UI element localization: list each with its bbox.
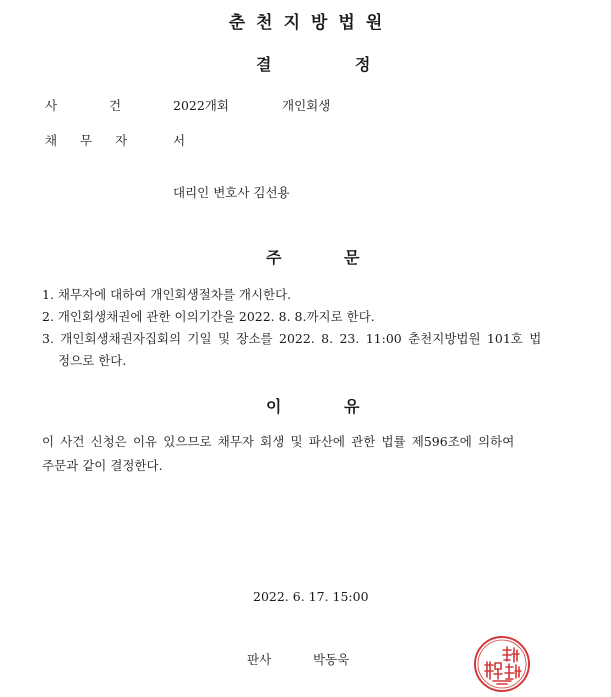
- signature-name: 박동욱: [313, 652, 350, 667]
- order-item-continuation: 정으로 한다.: [58, 353, 127, 368]
- document-title-left: 결: [256, 55, 272, 74]
- debtor-agent: 대리인 변호사 김선용: [173, 185, 290, 200]
- document-title-right: 정: [355, 55, 371, 74]
- reason-line: 주문과 같이 결정한다.: [42, 458, 163, 473]
- decision-date: 2022. 6. 17. 15:00: [253, 589, 369, 604]
- case-number: 2022개회: [173, 98, 229, 113]
- reason-line: 이 사건 신청은 이유 있으므로 채무자 회생 및 파산에 관한 법률 제596조에 의하여: [42, 434, 515, 449]
- judge-seal-icon: [473, 635, 531, 693]
- court-name: 춘천지방법원: [228, 13, 394, 33]
- order-heading-right: 문: [344, 248, 360, 267]
- reason-heading-left: 이: [266, 397, 282, 416]
- order-item: 1. 채무자에 대하여 개인회생절차를 개시한다.: [42, 287, 292, 302]
- case-label: 사 건: [45, 98, 122, 113]
- order-heading-left: 주: [266, 248, 282, 267]
- debtor-label: 채 무 자: [45, 133, 128, 148]
- signature-title: 판사: [247, 652, 272, 667]
- debtor-name: 서: [173, 133, 186, 148]
- reason-heading-right: 유: [344, 397, 360, 416]
- order-item: 2. 개인회생채권에 관한 이의기간을 2022. 8. 8.까지로 한다.: [42, 309, 375, 324]
- order-item: 3. 개인회생채권자집회의 기일 및 장소를 2022. 8. 23. 11:00 춘천지방법원 101호 법: [42, 331, 542, 346]
- case-name: 개인회생: [282, 98, 331, 113]
